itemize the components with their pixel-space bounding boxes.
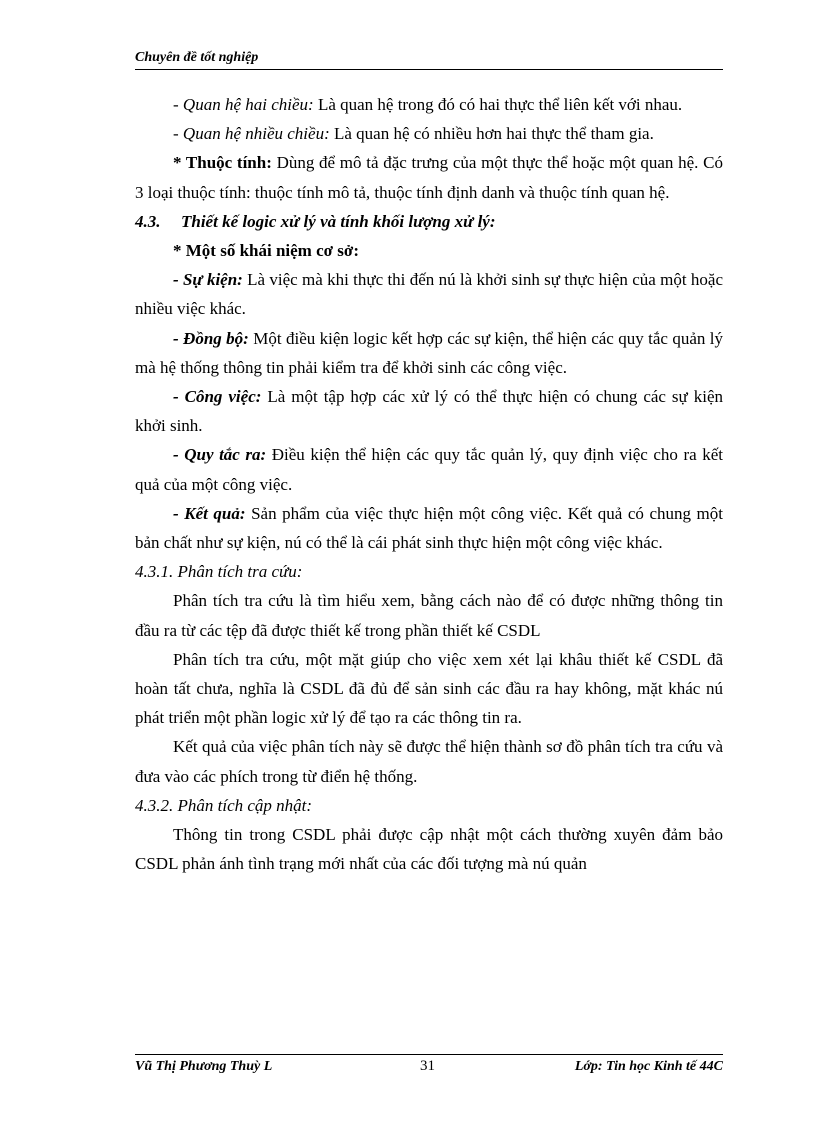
- paragraph-lookup-3: Kết quả của việc phân tích này sẽ được thể hiện thành sơ đồ phân tích tra cứu và đưa vào các phích trong từ điển hệ thống.: [135, 737, 723, 786]
- section-number: 4.3.: [135, 211, 161, 231]
- term-two-way-relation: - Quan hệ hai chiều:: [173, 95, 314, 114]
- definition-text: Là một tập hợp các xử lý có thể thực hiện có chung các sự kiện khởi sinh.: [135, 387, 723, 436]
- header-title: Chuyên đề tốt nghiệp: [135, 50, 259, 65]
- definition-text: Là quan hệ có nhiều hơn hai thực thể tham gia.: [329, 124, 654, 144]
- concepts-heading: * Một số khái niệm cơ sở:: [173, 241, 359, 261]
- term-multi-way-relation: - Quan hệ nhiều chiều:: [173, 124, 330, 144]
- term-task: - Công việc:: [173, 387, 262, 407]
- definition-sync: [135, 324, 723, 382]
- paragraph-attribute: [135, 148, 723, 206]
- definition-text: Điều kiện thể hiện các quy tắc quản lý, quy định việc cho ra kết quả của một công việc.: [135, 445, 723, 494]
- definition-text: Là việc mà khi thực thi đến nú là khởi sinh sự thực hiện của một hoặc nhiều việc khác.: [135, 270, 723, 319]
- paragraph-two-way-relation: [135, 90, 723, 119]
- definition-text: Một điều kiện logic kết hợp các sự kiện, thể hiện các quy tắc quản lý mà hệ thống thông tin phải kiểm tra để khởi sinh các công việc.: [135, 328, 723, 377]
- document-body: [135, 90, 723, 878]
- paragraph-multi-way-relation: [135, 119, 723, 148]
- paragraph-lookup-1: Phân tích tra cứu là tìm hiểu xem, bằng cách nào để có được những thông tin đầu ra từ các tệp đã được thiết kế trong phần thiết kế CSDL: [135, 591, 723, 640]
- term-event: - Sự kiện:: [173, 270, 243, 290]
- term-attribute: * Thuộc tính:: [173, 153, 272, 173]
- paragraph-lookup-2: Phân tích tra cứu, một mặt giúp cho việc xem xét lại khâu thiết kế CSDL đã hoàn tất chưa, nghĩa là CSDL đã đủ để sản sinh các đầu ra hay không, mặt khác nú phát triển một phần logic xử lý để tạo ra các thông tin ra.: [135, 649, 723, 728]
- definition-task: [135, 382, 723, 440]
- definition-text: Là quan hệ trong đó có hai thực thể liên kết với nhau.: [313, 95, 683, 114]
- definition-event: [135, 265, 723, 323]
- section-heading-4-3: [135, 207, 723, 236]
- definition-text: Dùng để mô tả đặc trưng của một thực thể hoặc một quan hệ. Có 3 loại thuộc tính: thuộc tính mô tả, thuộc tính định danh và thuộc tính quan hệ.: [135, 153, 723, 202]
- section-heading-4-3-2: 4.3.2. Phân tích cập nhật:: [135, 795, 313, 815]
- page-number: 31: [420, 1058, 435, 1074]
- footer-class: Lớp: Tin học Kinh tế 44C: [574, 1059, 723, 1074]
- definition-text: Sản phẩm của việc thực hiện một công việc. Kết quả có chung một bản chất như sự kiện, nú có thể là cái phát sinh thực hiện một công việc khác.: [135, 503, 723, 553]
- definition-output-rule: [135, 440, 723, 498]
- term-output-rule: - Quy tắc ra:: [173, 445, 267, 465]
- term-sync: - Đồng bộ:: [173, 328, 249, 348]
- footer-author: Vũ Thị Phương Thuỳ L: [135, 1059, 273, 1074]
- section-title: Thiết kế logic xử lý và tính khối lượng xử lý:: [181, 211, 496, 231]
- paragraph-update: Thông tin trong CSDL phải được cập nhật một cách thường xuyên đảm bảo CSDL phản ánh tình trạng mới nhất của các đối tượng mà nú quản: [135, 825, 723, 874]
- page-footer: [135, 1054, 723, 1081]
- section-heading-4-3-1: 4.3.1. Phân tích tra cứu:: [135, 562, 303, 582]
- page-header: [135, 50, 723, 70]
- definition-result: [135, 499, 723, 557]
- term-result: - Kết quả:: [173, 503, 246, 523]
